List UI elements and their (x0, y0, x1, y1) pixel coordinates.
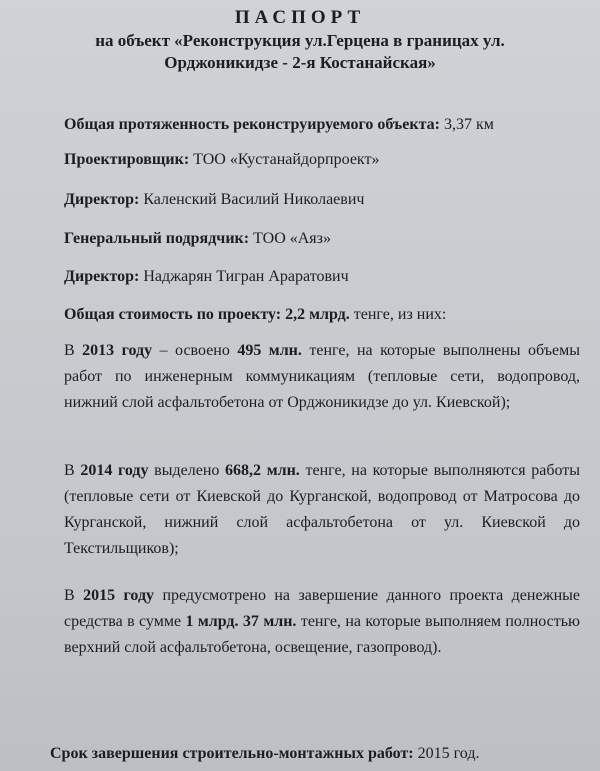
field-length-value: 3,37 км (439, 116, 494, 133)
p2013-mid: – освоено (152, 342, 238, 359)
field-designer-director-value: Каленский Василий Николаевич (139, 191, 365, 208)
p2015-year: 2015 году (83, 587, 155, 604)
field-length (64, 116, 494, 134)
p2014-year: 2014 году (80, 462, 149, 479)
paragraph-2013 (64, 338, 580, 416)
p2015-rest: тенге, на которые выполняем полностью верхний слой асфальтобетона, освещение, газопровод). (64, 613, 581, 656)
document-subtitle-line-1: на объект «Реконструкция ул.Герцена в границах ул. (95, 31, 505, 50)
paragraph-2015 (64, 583, 580, 661)
field-contractor-label: Генеральный подрядчик: (64, 230, 250, 247)
field-designer-label: Проектировщик: (64, 151, 190, 168)
field-contractor-value: ТОО «Аяз» (249, 230, 331, 247)
field-contractor (64, 230, 331, 248)
p2013-year: 2013 году (82, 342, 153, 359)
p2013-pre: В (64, 342, 83, 359)
field-contractor-director (64, 268, 349, 286)
field-designer-director (64, 191, 364, 209)
p2014-amount: 668,2 млн. (225, 462, 300, 479)
p2015-mid: предусмотрено на завершение данного проекта денежные средства в сумме (64, 587, 581, 630)
deadline-value: 2015 год. (413, 745, 480, 762)
field-length-label: Общая протяженность реконструируемого объекта: (64, 116, 440, 133)
field-contractor-director-label: Директор: (64, 268, 140, 285)
field-contractor-director-value: Наджарян Тигран Араратович (139, 268, 349, 285)
p2014-pre: В (64, 462, 81, 479)
paragraph-2014 (64, 458, 580, 562)
p2014-mid: выделено (148, 462, 226, 479)
total-cost-label: Общая стоимость по проекту: (64, 306, 282, 323)
p2013-rest: тенге, на которые выполнены объемы работ по инженерным коммуникациям (тепловые сети, водопровод, нижний слой асфальтобетона от Орджоникидзе до ул. Киевской); (64, 342, 580, 411)
document-header (0, 6, 600, 74)
deadline-label: Срок завершения строительно-монтажных работ: (50, 745, 414, 762)
p2015-pre: В (64, 587, 84, 604)
p2015-amount: 1 млрд. 37 млн. (185, 613, 297, 630)
p2013-amount: 495 млн. (237, 342, 302, 359)
field-total-cost (64, 306, 446, 324)
document-subtitle-line-2: Орджоникидзе - 2-я Костанайская» (164, 53, 436, 72)
field-designer (64, 151, 379, 169)
p2014-rest: тенге, на которые выполняются работы (тепловые сети от Киевской до Курганской, водопровод от Матросова до Курганской, нижний слой асфальтобетона от ул. Киевской до Текстильщиков); (64, 462, 581, 557)
total-cost-amount: 2,2 млрд. (281, 306, 350, 323)
field-deadline (50, 745, 479, 763)
field-designer-director-label: Директор: (64, 191, 140, 208)
field-designer-value: ТОО «Кустанайдорпроект» (189, 151, 380, 168)
total-cost-rest: тенге, из них: (349, 306, 447, 323)
document-title: ПАСПОРТ (234, 7, 366, 28)
